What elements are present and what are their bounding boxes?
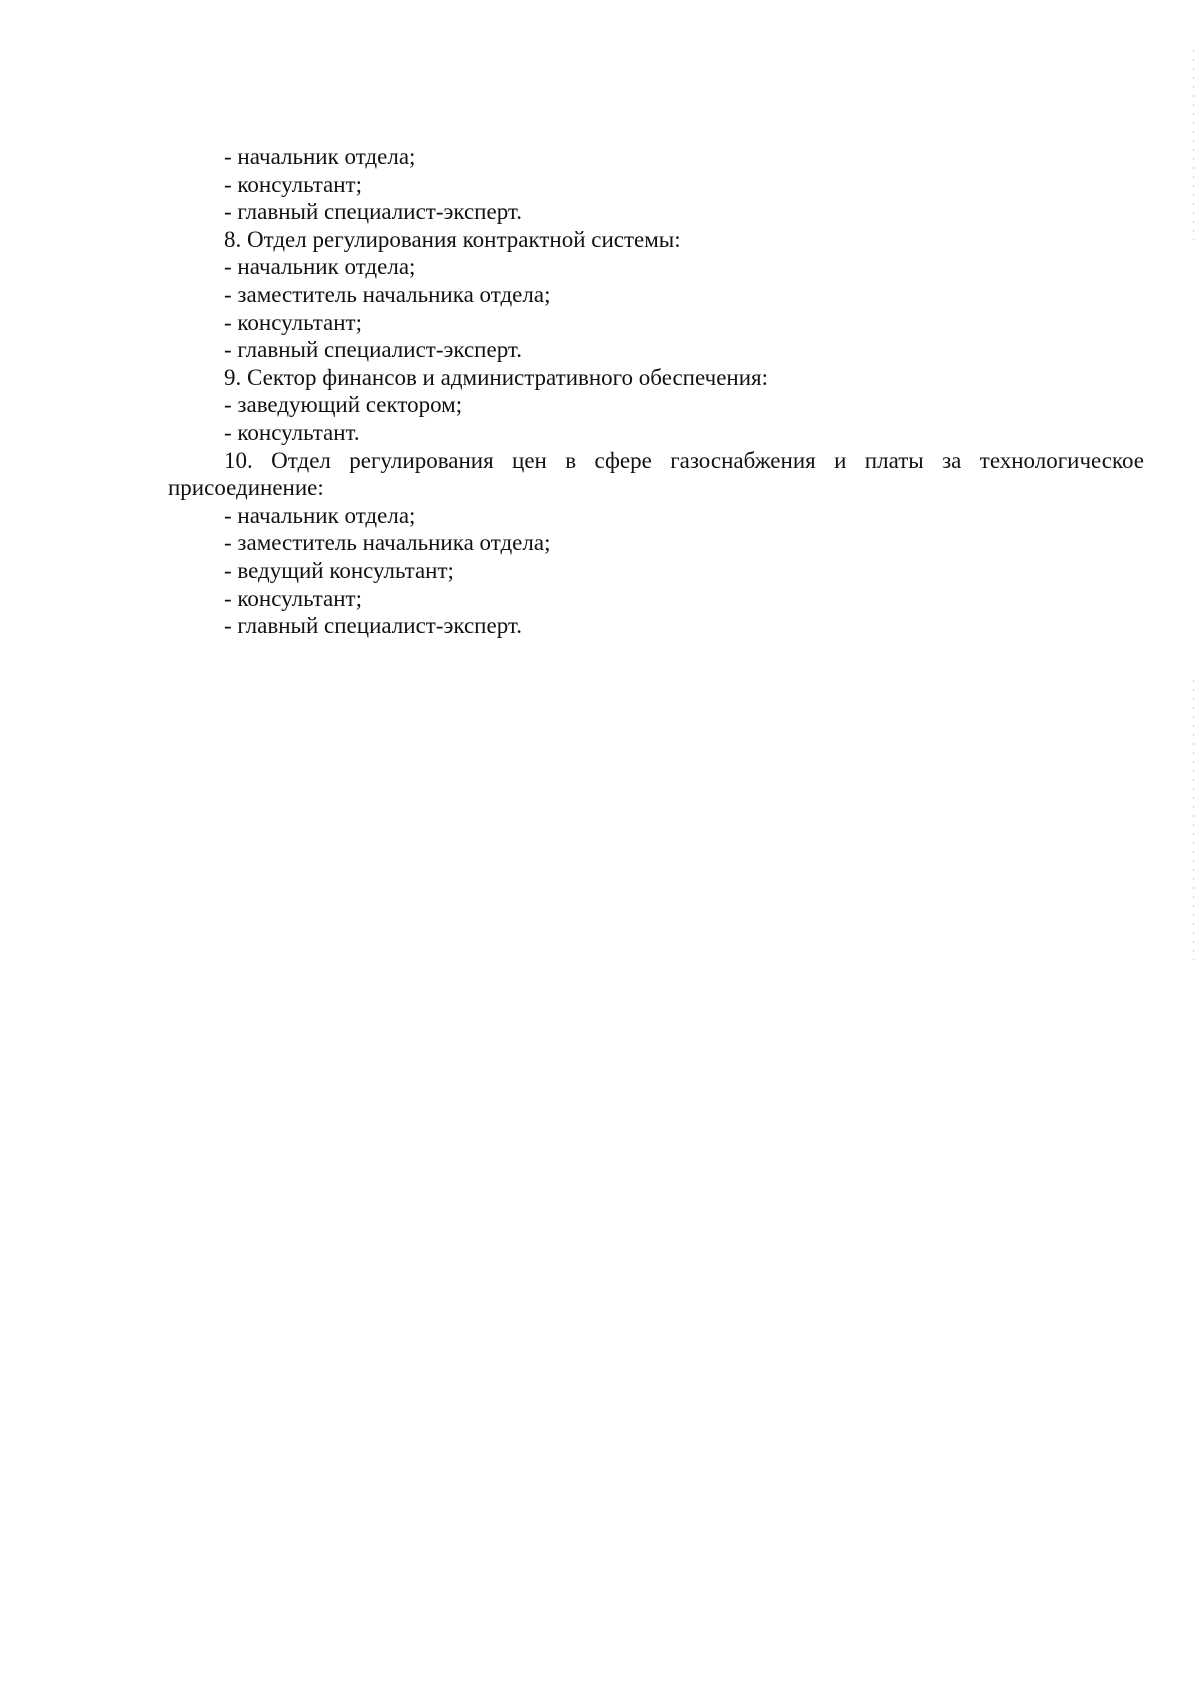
list-item: - главный специалист-эксперт. xyxy=(224,613,522,639)
list-item: - консультант. xyxy=(224,419,360,445)
section-heading: 9. Сектор финансов и административного обеспечения: xyxy=(224,364,768,390)
scan-edge-marks xyxy=(1193,680,1194,960)
list-item: - главный специалист-эксперт. xyxy=(224,199,522,225)
list-item: - заместитель начальника отдела; xyxy=(224,281,551,307)
list-item: - начальник отдела; xyxy=(224,254,416,280)
document-body xyxy=(168,143,1144,640)
list-item: - начальник отдела; xyxy=(224,502,416,528)
list-item: - заместитель начальника отдела; xyxy=(224,530,551,556)
list-item: - главный специалист-эксперт. xyxy=(224,337,522,363)
list-item: - консультант; xyxy=(224,585,362,611)
list-item: - ведущий консультант; xyxy=(224,557,454,583)
section-heading: 10. Отдел регулирования цен в сфере газоснабжения и платы за технологическое присоединение: xyxy=(168,447,1144,501)
section-heading: 8. Отдел регулирования контрактной системы: xyxy=(224,226,681,252)
list-item: - заведующий сектором; xyxy=(224,392,463,418)
list-item: - начальник отдела; xyxy=(224,144,416,169)
list-item: - консультант; xyxy=(224,171,362,197)
scan-edge-marks xyxy=(1193,50,1194,240)
list-item: - консультант; xyxy=(224,309,362,335)
